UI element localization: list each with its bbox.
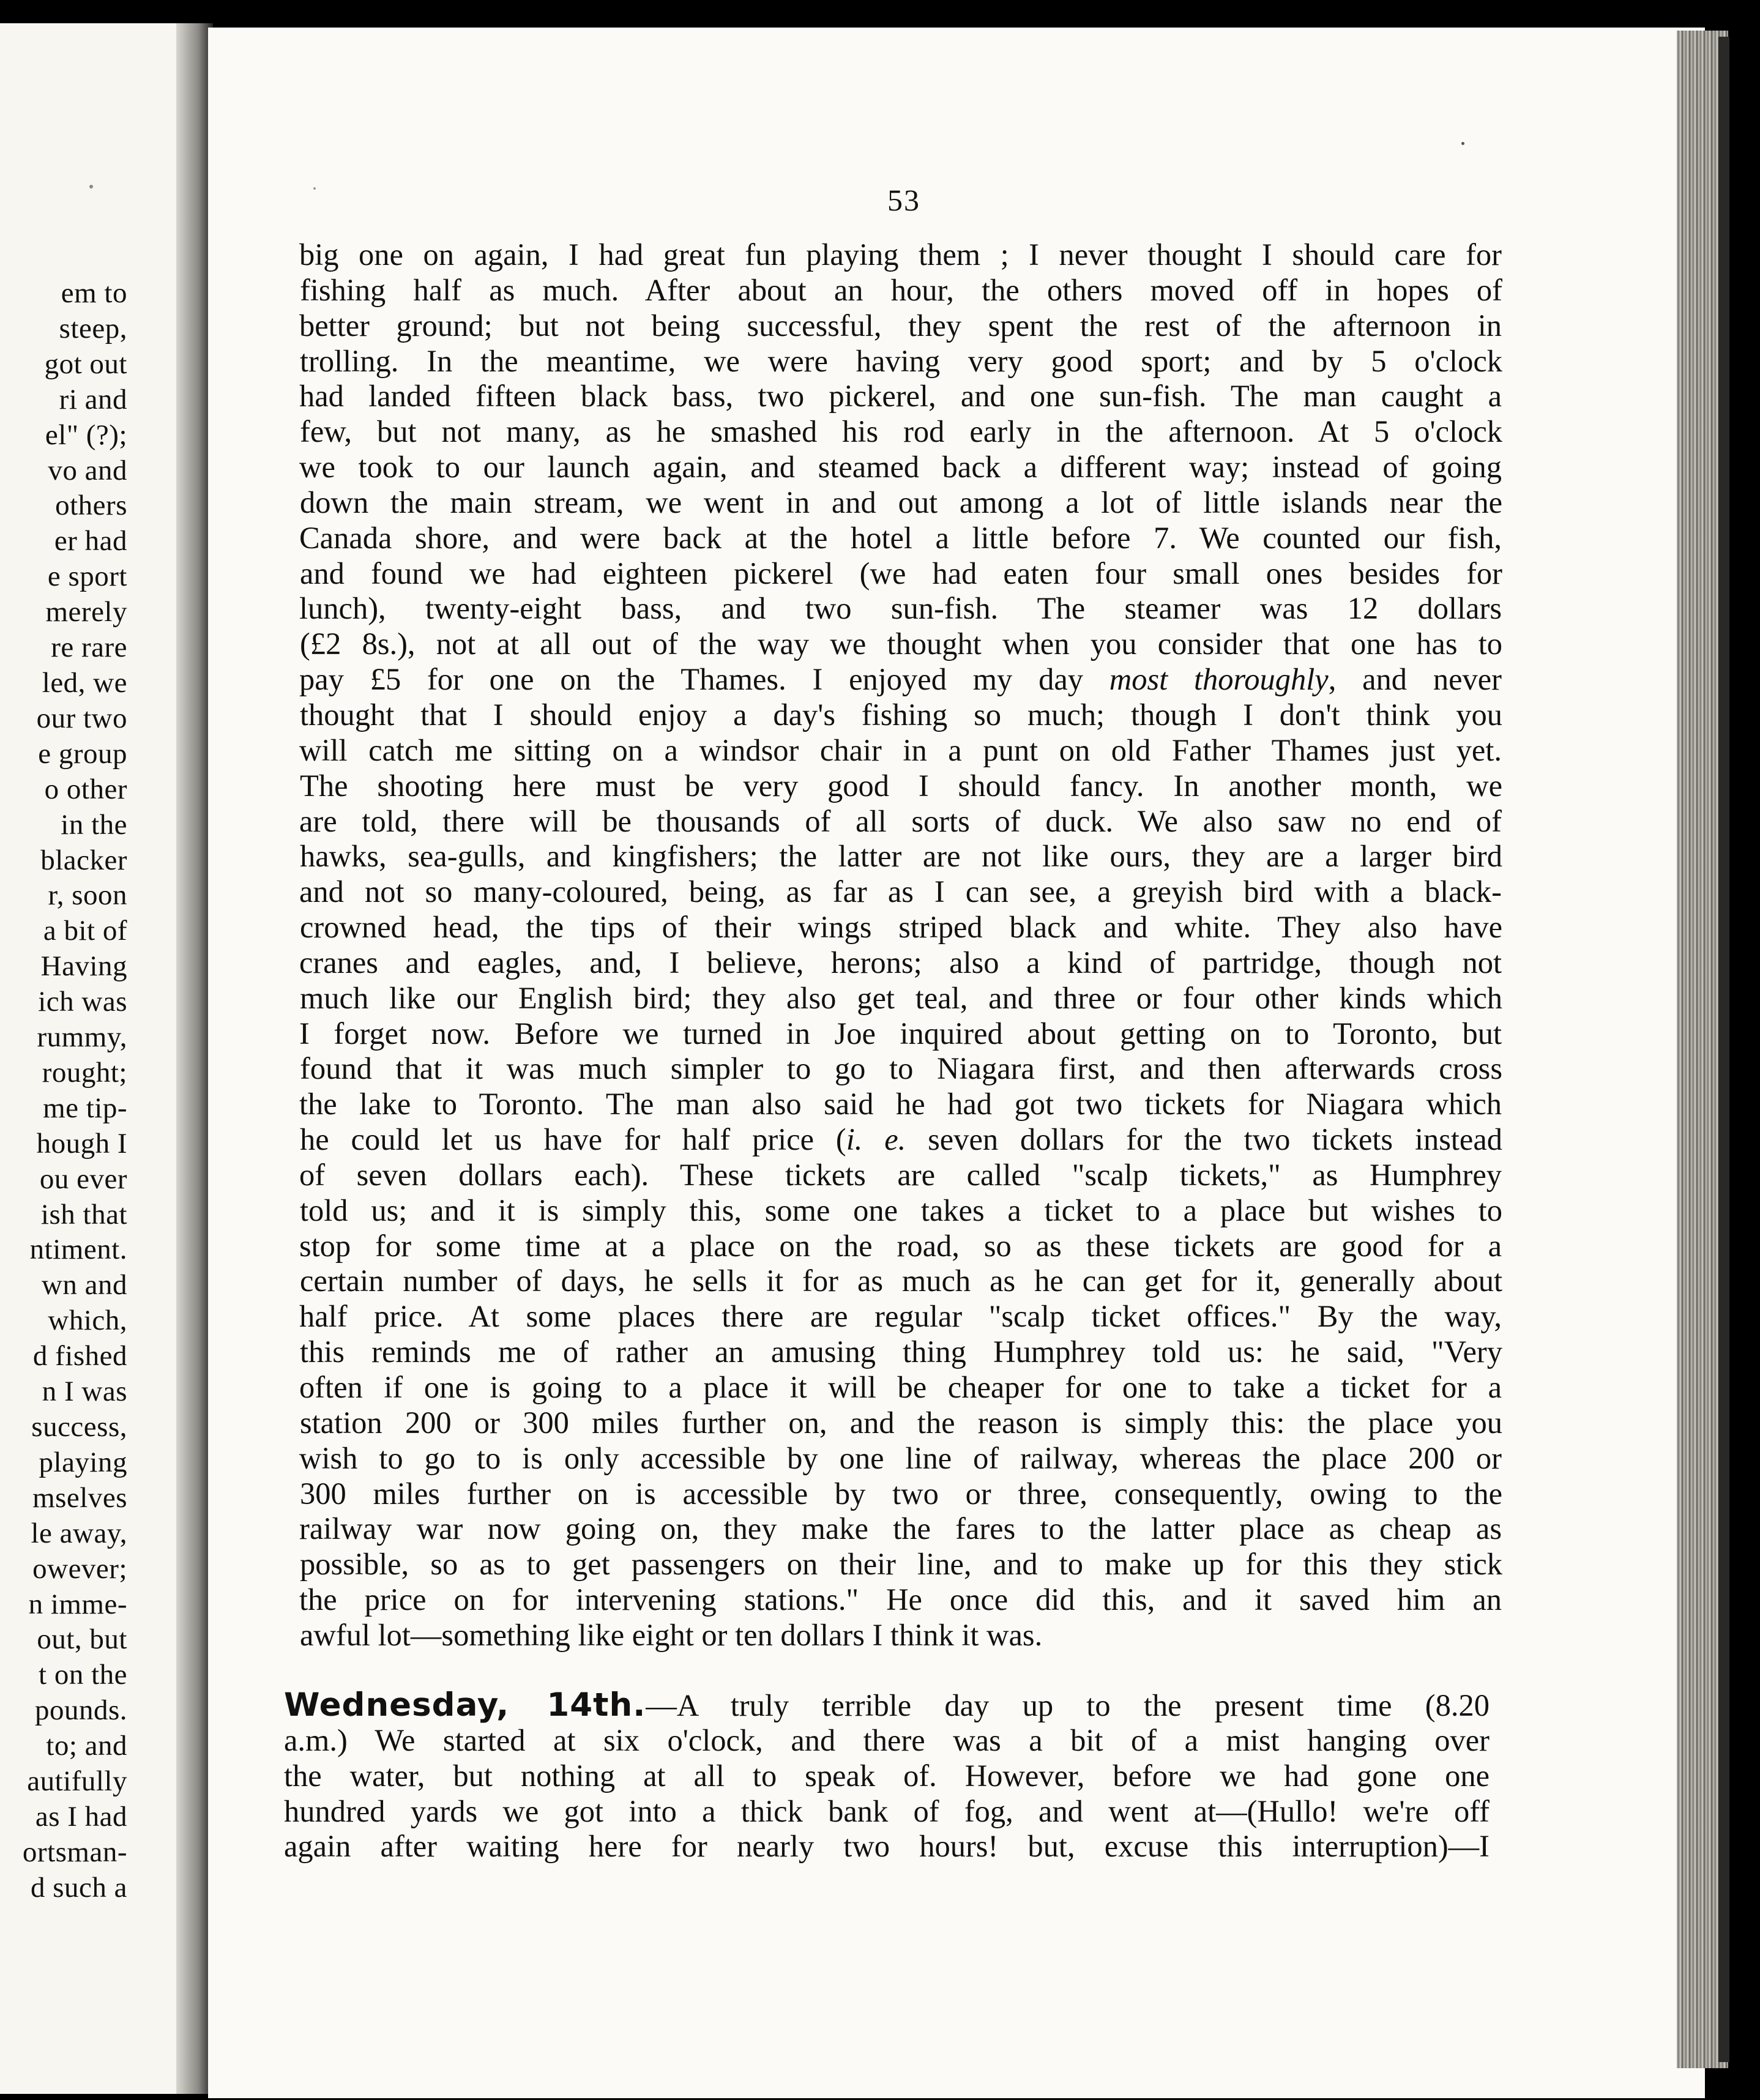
left-page-line: n imme- (28, 1588, 127, 1620)
left-page-line: er had (54, 525, 127, 557)
left-page-line: o other (44, 773, 127, 805)
entry-text: —A truly terrible day up to the present time (8.20 (646, 1688, 1490, 1722)
text-run: , and never (1328, 662, 1502, 697)
text-line: Canada shore, and were back at the hotel a little before 7. We counted our fish, (299, 520, 1502, 555)
left-page-line: d such a (30, 1871, 127, 1904)
text-line: hawks, sea-gulls, and kingfishers; the latter are not like ours, they are a larger bird (300, 839, 1502, 874)
text-line (299, 662, 1502, 698)
left-page-line: success, (31, 1411, 127, 1443)
left-page-line: le away, (31, 1517, 127, 1549)
book-gutter (176, 23, 213, 2094)
text-line: much like our English bird; they also get teal, and three or four other kinds which (300, 980, 1502, 1015)
left-page-line: ri and (59, 383, 127, 415)
left-page-line: out, but (37, 1623, 127, 1656)
left-page-line: el" (?); (45, 419, 127, 451)
left-page-line: mselves (32, 1481, 127, 1514)
left-page-line: re rare (51, 631, 127, 664)
left-page-line: rought; (42, 1056, 127, 1089)
left-page-line: me tip- (43, 1092, 127, 1124)
text-line: found that it was much simpler to go to Niagara first, and then afterwards cross (300, 1051, 1502, 1086)
text-line: the price on for intervening stations." He once did this, and it saved him an (299, 1582, 1502, 1617)
text-line: station 200 or 300 miles further on, and the reason is simply this: the place you (300, 1405, 1502, 1440)
text-line: I forget now. Before we turned in Joe inquired about getting on to Toronto, but (299, 1016, 1502, 1051)
left-page-line: n I was (42, 1376, 127, 1408)
left-page-line: rummy, (37, 1021, 127, 1054)
left-page-line: as I had (35, 1800, 127, 1833)
left-page-line: r, soon (48, 879, 127, 912)
text-line: this reminds me of rather an amusing thing Humphrey told us: he said, "Very (300, 1335, 1502, 1369)
text-line: half price. At some places there are regular "scalp ticket offices." By the way, (299, 1299, 1502, 1334)
text-run: he could let us have for half price ( (300, 1122, 846, 1157)
left-page-line: e group (38, 737, 127, 770)
text-line: possible, so as to get passengers on their line, and to make up for this they stick (300, 1547, 1502, 1582)
paper-speck (1461, 142, 1464, 145)
page-number: 53 (887, 183, 920, 217)
entry-line: a.m.) We started at six o'clock, and there was a bit of a mist hanging over (284, 1722, 1490, 1757)
italic-text: i. e. (846, 1122, 906, 1157)
text-line: (£2 8s.), not at all out of the way we thought when you consider that one has to (300, 627, 1502, 661)
text-line: better ground; but not being successful, they spent the rest of the afternoon in (299, 308, 1502, 343)
text-line: often if one is going to a place it will be cheaper for one to take a ticket for a (299, 1370, 1502, 1404)
text-line: and not so many-coloured, being, as far as I can see, a greyish bird with a black- (299, 874, 1502, 909)
body-text (300, 237, 1502, 1653)
text-run: pay £5 for one on the Thames. I enjoyed my day (299, 662, 1109, 697)
entry-line: again after waiting here for nearly two hours! but, excuse this interruption)—I (284, 1829, 1490, 1864)
text-line (300, 1122, 1502, 1158)
page-stack-shadow (1718, 37, 1729, 2062)
text-line: few, but not many, as he smashed his rod early in the afternoon. At 5 o'clock (300, 414, 1502, 449)
left-page-line: a bit of (43, 915, 127, 947)
text-line: wish to go to is only accessible by one line of railway, whereas the place 200 or (299, 1440, 1502, 1475)
text-line: awful lot—something like eight or ten dollars I think it was. (300, 1617, 1043, 1652)
left-page-line: got out (44, 348, 127, 380)
text-line: stop for some time at a place on the road, so as these tickets are good for a (299, 1228, 1502, 1263)
left-page-line: autifully (27, 1765, 127, 1798)
left-page-line: em to (61, 277, 127, 309)
left-page-line: led, we (42, 666, 127, 699)
left-page-line: our two (36, 702, 127, 734)
left-page-line: ou ever (39, 1163, 127, 1195)
text-line: lunch), twenty-eight bass, and two sun-fish. The steamer was 12 dollars (299, 591, 1502, 626)
text-line: railway war now going on, they make the fares to the latter place as cheap as (299, 1511, 1502, 1546)
text-line: will catch me sitting on a windsor chair in a punt on old Father Thames just yet. (299, 732, 1502, 767)
text-line: The shooting here must be very good I should fancy. In another month, we (300, 768, 1502, 803)
left-page-line: owever; (32, 1552, 127, 1585)
text-line: are told, there will be thousands of all sorts of duck. We also saw no end of (299, 803, 1502, 838)
left-page-line: others (55, 490, 127, 522)
left-page-line: t on the (39, 1659, 127, 1691)
left-page-line: steep, (59, 312, 127, 344)
entry-line: the water, but nothing at all to speak of. However, before we had gone one (284, 1758, 1490, 1793)
text-line: down the main stream, we went in and out among a lot of little islands near the (300, 485, 1502, 519)
left-page-line: pounds. (34, 1694, 127, 1727)
text-line: of seven dollars each). These tickets are called "scalp tickets," as Humphrey (299, 1157, 1502, 1192)
left-page-line: ich was (38, 986, 127, 1018)
paper-speck (89, 185, 93, 188)
left-page-text (23, 276, 127, 1906)
left-page-line: wn and (41, 1269, 127, 1301)
text-line: crowned head, the tips of their wings striped black and white. They also have (300, 910, 1502, 945)
entry-line (284, 1688, 1490, 1723)
text-run: seven dollars for the two tickets instead (906, 1122, 1502, 1157)
entry-heading: Wednesday, 14th. (284, 1686, 646, 1724)
italic-text: most thoroughly (1109, 662, 1329, 697)
left-page-line: e sport (47, 560, 127, 593)
left-page-line: to; and (46, 1730, 127, 1762)
text-line: 300 miles further on is accessible by two or three, consequently, owing to the (300, 1476, 1502, 1511)
text-line: big one on again, I had great fun playing them ; I never thought I should care for (299, 237, 1502, 272)
entry-line: hundred yards we got into a thick bank of fog, and went at—(Hullo! we're off (284, 1793, 1490, 1828)
left-page-line: hough I (36, 1127, 127, 1160)
text-line: the lake to Toronto. The man also said he had got two tickets for Niagara which (299, 1087, 1502, 1122)
left-page-line: merely (45, 596, 127, 628)
text-line: cranes and eagles, and, I believe, herons; also a kind of partridge, though not (299, 945, 1502, 980)
diary-entry (284, 1688, 1490, 1864)
left-page-line: ish that (40, 1198, 127, 1231)
paper-speck (313, 187, 316, 190)
text-line: told us; and it is simply this, some one takes a ticket to a place but wishes to (300, 1193, 1502, 1227)
text-line: we took to our launch again, and steamed back a different way; instead of going (299, 450, 1502, 485)
left-page-line: Having (40, 950, 127, 983)
text-line: fishing half as much. After about an hour, the others moved off in hopes of (300, 272, 1502, 307)
left-page-line: in the (61, 808, 127, 841)
text-line: certain number of days, he sells it for as much as he can get for it, generally about (300, 1264, 1502, 1298)
text-line: and found we had eighteen pickerel (we had eaten four small ones besides for (300, 556, 1502, 590)
text-line: thought that I should enjoy a day's fishing so much; though I don't think you (300, 697, 1502, 732)
left-page-line: playing (39, 1446, 127, 1478)
left-page-line: which, (48, 1305, 127, 1337)
text-line: had landed fifteen black bass, two pickerel, and one sun-fish. The man caught a (299, 379, 1502, 414)
left-page-line: ortsman- (22, 1836, 127, 1868)
left-page-line: vo and (48, 454, 127, 486)
left-facing-page (0, 23, 195, 2094)
text-line: trolling. In the meantime, we were having very good sport; and by 5 o'clock (300, 343, 1502, 378)
left-page-line: ntiment. (29, 1234, 127, 1266)
left-page-line: blacker (40, 844, 127, 876)
left-page-line: d fished (32, 1340, 127, 1372)
